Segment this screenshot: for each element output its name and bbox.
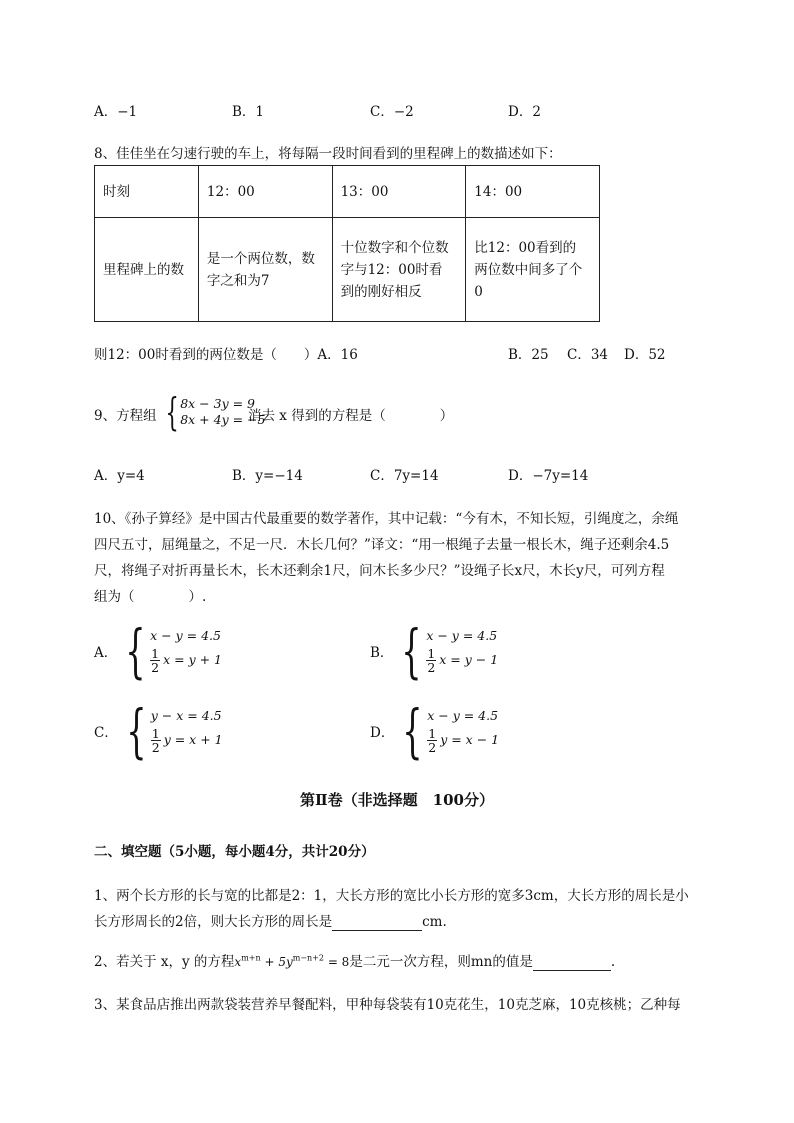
cell-line: 字之和为7 (206, 272, 270, 289)
frac-den: 2 (151, 659, 160, 675)
f1-line2-post: cm. (422, 914, 447, 930)
option-label: B． (370, 645, 394, 661)
answer-blank[interactable] (533, 954, 611, 971)
f1-line2-pre: 长方形周长的2倍，则大长方形的周长是 (94, 914, 333, 930)
eq2 (151, 725, 223, 755)
q7-option-d: D．2 (508, 104, 541, 120)
option-equations (427, 707, 499, 755)
table-cell-1400 (466, 218, 600, 322)
cell-line: 十位数字和个位数 (340, 239, 449, 256)
frac-den: 2 (427, 659, 436, 675)
q9-option-d: D．−7y=14 (508, 468, 589, 484)
table-row (95, 218, 600, 322)
eq2 (426, 645, 498, 675)
f2-exp2: m−n+2 (292, 953, 324, 963)
brace-icon: { (401, 617, 423, 685)
q8-question: 则12：00时看到的两位数是（ ）A．16 (94, 347, 358, 363)
section-heading: 二、填空题（5小题，每小题4分，共计20分） (94, 844, 375, 860)
frac-num: 1 (427, 645, 436, 661)
f1-line2 (94, 910, 447, 931)
q9-option-c: C．7y=14 (370, 468, 439, 484)
f2-line (94, 950, 615, 971)
table-row-label: 里程碑上的数 (95, 218, 199, 322)
table-header-cell: 时刻 (95, 166, 199, 218)
eq1: x − y = 4.5 (427, 708, 499, 723)
fraction (150, 647, 160, 674)
fraction (426, 647, 436, 674)
eq2-rest: x = y + 1 (163, 652, 223, 667)
table-cell-1200 (198, 218, 332, 322)
brace-icon: { (125, 617, 146, 685)
option-equations (150, 627, 222, 675)
eq2 (150, 645, 222, 675)
option-label: A． (94, 645, 118, 661)
f2-pre: 2、若关于 x，y 的方程 (94, 954, 235, 970)
option-equations (426, 627, 498, 675)
q7-option-b: B．1 (232, 104, 265, 120)
brace-icon: { (165, 390, 179, 434)
q8-option-c: C．34 (567, 347, 609, 363)
cell-line: 到的刚好相反 (340, 283, 422, 300)
frac-den: 2 (151, 739, 160, 755)
cell-line: 两位数中间多了个 (474, 261, 583, 278)
table-cell-1300 (332, 218, 466, 322)
f2-post: 是二元一次方程，则mn的值是 (349, 954, 533, 970)
eq2-rest: y = x + 1 (163, 732, 223, 747)
milestone-table (94, 165, 600, 322)
q8-option-b: B．25 (508, 347, 549, 363)
frac-num: 1 (151, 645, 160, 661)
option-label: D． (370, 725, 395, 741)
q10-option-a (94, 617, 223, 685)
q10-line1: 10、《孙子算经》是中国古代最重要的数学著作，其中记载：“今有木，不知长短，引绳度之，余绳 (94, 511, 679, 527)
q9-eq1: 8x − 3y = 9 (180, 396, 255, 411)
table-header-cell: 14：00 (466, 166, 600, 218)
f2-end: . (610, 954, 616, 970)
f2-mid: + 5y (260, 955, 293, 969)
f3-line1: 3、某食品店推出两款袋装营养早餐配料，甲种每袋装有10克花生，10克芝麻，10克核桃；乙种每 (94, 997, 681, 1013)
f2-term1: x (234, 955, 242, 969)
eq2 (427, 725, 499, 755)
brace-icon: { (126, 697, 147, 765)
cell-line: 字与12：00时看 (340, 261, 443, 278)
q10-option-d (370, 697, 500, 765)
part2-title: 第Ⅱ卷（非选择题 100分） (300, 791, 494, 809)
table-header-row (95, 166, 600, 218)
eq1: y − x = 4.5 (150, 708, 222, 723)
frac-num: 1 (428, 725, 437, 741)
q10-line2: 四尺五寸，屈绳量之，不足一尺．木长几何？”译文：“用一根绳子去量一根长木，绳子还剩余4.5 (94, 537, 670, 553)
eq1: x − y = 4.5 (150, 628, 221, 643)
table-header-cell: 12：00 (198, 166, 332, 218)
eq1: x − y = 4.5 (426, 628, 498, 643)
fraction (151, 727, 161, 754)
q7-option-c: C．−2 (370, 104, 414, 120)
q8-option-d: D．52 (624, 347, 666, 363)
q10-line3: 尺，将绳子对折再量长木，长木还剩余1尺，问木长多少尺？”设绳子长x尺，木长y尺，可列方程 (94, 563, 665, 579)
q9-option-a: A．y=4 (94, 468, 145, 484)
f1-line1: 1、两个长方形的长与宽的比都是2：1，大长方形的宽比小长方形的宽多3cm，大长方形的周长是小 (94, 888, 689, 904)
q10-option-c (94, 697, 223, 765)
answer-blank[interactable] (332, 914, 422, 931)
q9-suffix: 消去 x 得到的方程是（ ） (248, 408, 454, 424)
cell-line: 0 (474, 283, 483, 300)
q8-stem: 8、佳佳坐在匀速行驶的车上，将每隔一段时间看到的里程碑上的数描述如下： (94, 146, 562, 162)
q10-option-b (370, 617, 499, 685)
fraction (427, 727, 437, 754)
f2-eq: = 8 (324, 955, 350, 969)
table-header-cell: 13：00 (332, 166, 466, 218)
q9-option-b: B．y=−14 (232, 468, 303, 484)
q7-option-a: A．−1 (94, 104, 138, 120)
cell-line: 比12：00看到的 (474, 239, 577, 256)
q9-prefix: 9、方程组 (94, 408, 157, 424)
frac-den: 2 (428, 739, 437, 755)
frac-num: 1 (151, 725, 160, 741)
eq2-rest: x = y − 1 (439, 652, 499, 667)
brace-icon: { (402, 697, 423, 765)
q10-line4: 组为（ ）. (94, 589, 207, 605)
option-label: C． (94, 725, 118, 741)
f2-exp1: m+n (241, 953, 261, 963)
cell-line: 是一个两位数，数 (206, 250, 315, 267)
option-equations (151, 707, 223, 755)
q9-eq2: 8x + 4y = −5 (180, 412, 266, 427)
eq2-rest: y = x − 1 (440, 732, 500, 747)
